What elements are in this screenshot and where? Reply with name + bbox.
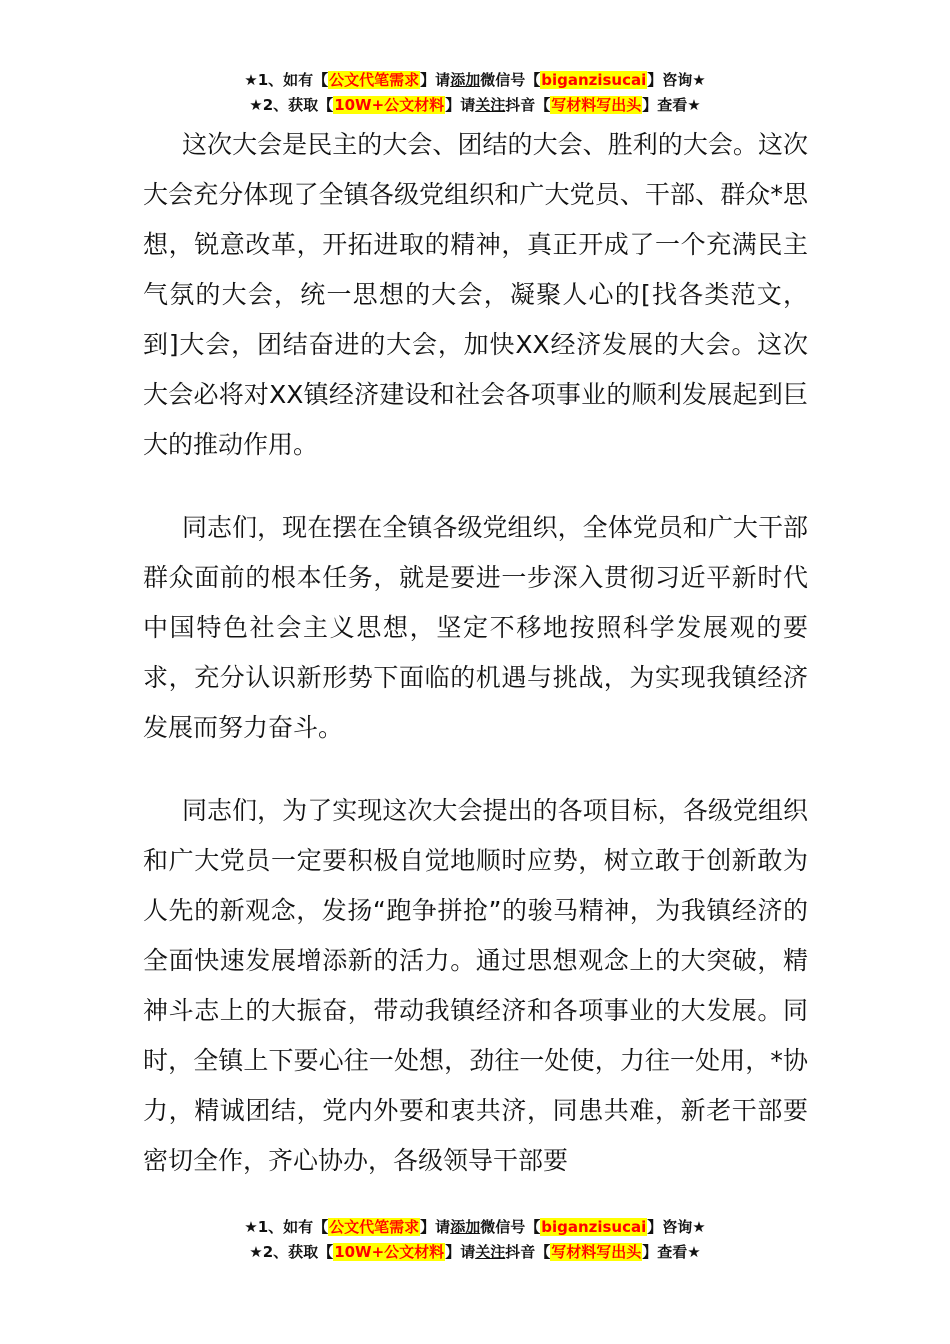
- highlight-service: 公文代笔需求: [329, 71, 420, 89]
- highlight-wechat-id: biganzisucai: [541, 71, 647, 89]
- highlight-douyin-id: 写材料写出头: [551, 96, 642, 114]
- document-body: [143, 120, 808, 1186]
- highlight-materials: 10W+公文材料: [334, 96, 445, 114]
- paragraph-1: 这次大会是民主的大会、团结的大会、胜利的大会。这次大会充分体现了全镇各级党组织和广大党员、干部、群众*思想，锐意改革，开拓进取的精神，真正开成了一个充满民主气氛的大会，统一思想的大会，凝聚人心的[找各类范文，到]大会，团结奋进的大会，加快XX经济发展的大会。这次大会必将对XX镇经济建设和社会各项事业的顺利发展起到巨大的推动作用。: [143, 130, 808, 459]
- header-banner: [0, 68, 950, 118]
- paragraph-3: 同志们，为了实现这次大会提出的各项目标，各级党组织和广大党员一定要积极自觉地顺时应势，树立敢于创新敢为人先的新观念，发扬“跑争拼抢”的骏马精神，为我镇经济的全面快速发展增添新的活力。通过思想观念上的大突破，精神斗志上的大振奋，带动我镇经济和各项事业的大发展。同时，全镇上下要心往一处想，劲往一处使，力往一处用，*协力，精诚团结，党内外要和衷共济，同患共难，新老干部要密切全作，齐心协办，各级领导干部要: [143, 796, 808, 1175]
- highlight-service: 公文代笔需求: [329, 1218, 420, 1236]
- banner-line-2: ★2、获取【10W+公文材料】请关注抖音【写材料写出头】查看★: [249, 1243, 701, 1261]
- highlight-wechat-id: biganzisucai: [541, 1218, 647, 1236]
- banner-line-2: ★2、获取【10W+公文材料】请关注抖音【写材料写出头】查看★: [249, 96, 701, 114]
- footer-banner: [0, 1215, 950, 1265]
- highlight-douyin-id: 写材料写出头: [551, 1243, 642, 1261]
- highlight-materials: 10W+公文材料: [334, 1243, 445, 1261]
- banner-line-1: ★1、如有【公文代笔需求】请添加微信号【biganzisucai】咨询★: [244, 71, 706, 89]
- banner-line-1: ★1、如有【公文代笔需求】请添加微信号【biganzisucai】咨询★: [244, 1218, 706, 1236]
- paragraph-2: 同志们，现在摆在全镇各级党组织，全体党员和广大干部群众面前的根本任务，就是要进一步深入贯彻习近平新时代中国特色社会主义思想，坚定不移地按照科学发展观的要求，充分认识新形势下面临的机遇与挑战，为实现我镇经济发展而努力奋斗。: [143, 513, 808, 742]
